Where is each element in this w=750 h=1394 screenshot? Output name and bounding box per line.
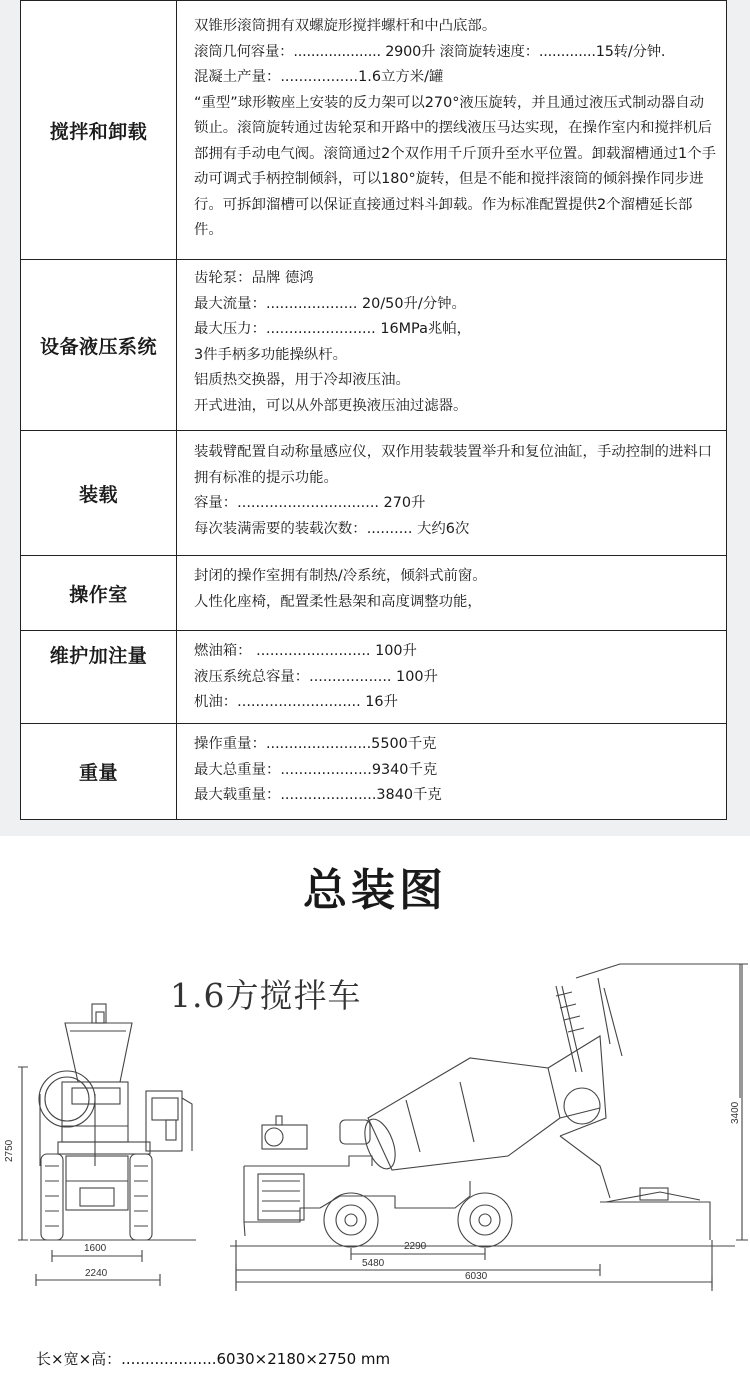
truck-line-drawing: [0, 836, 750, 1394]
content-line: 封闭的操作室拥有制热/冷系统，倾斜式前窗。: [194, 568, 487, 584]
dim-wheelbase: 2290: [404, 1241, 427, 1252]
spec-row-hydraulic: [21, 259, 726, 430]
dim-front-height: 2750: [4, 1139, 15, 1162]
content-line: 3件手柄多功能操纵杆。: [194, 346, 348, 363]
front-view: [18, 1004, 196, 1286]
dim-front-width: 2240: [85, 1268, 108, 1279]
content-line: 双锥形滚筒拥有双螺旋形搅拌螺杆和中凸底部。: [194, 18, 497, 34]
overall-dimensions-caption: 长×宽×高：....................6030×2180×2750 mm: [36, 1350, 391, 1368]
content-line: 机油：........................... 16升: [194, 694, 398, 710]
spec-row-loading: [21, 430, 726, 555]
spec-table: [20, 0, 727, 820]
row-content: [177, 1, 726, 259]
spec-row-weight: [21, 723, 726, 819]
content-line: 容量：............................... 270升: [194, 495, 426, 511]
spec-row-fill: [21, 630, 726, 723]
dim-front-track: 1600: [84, 1243, 107, 1254]
row-label: 设备液压系统: [21, 260, 177, 430]
row-content: [177, 260, 726, 430]
row-content: [177, 724, 726, 819]
dim-body-length: 5480: [362, 1258, 385, 1269]
row-label: 装载: [21, 431, 177, 555]
row-label: 维护加注量: [21, 631, 177, 723]
content-line: 最大总重量：....................9340千克: [194, 761, 438, 778]
spec-row-mixing: [21, 0, 726, 259]
content-line: 每次装满需要的装载次数：.......... 大约6次: [194, 520, 470, 537]
content-line: “重型”球形鞍座上安装的反力架可以270°液压旋转，并且通过液压式制动器自动锁止。滚筒旋转通过齿轮泵和开路中的摆线液压马达实现，在操作室内和搅拌机后部拥有手动电气阀。滚筒通过2个双作用千斤顶升至水平位置。卸载溜槽通过1个手动可调式手柄控制倾斜，可以180°旋转，但是不能和搅拌滚筒的倾斜操作同步进行。可拆卸溜槽可以保证直接通过料斗卸载。作为标准配置提供2个溜槽延长部件。: [194, 94, 716, 238]
content-line: 开式进油，可以从外部更换液压油过滤器。: [194, 397, 468, 414]
dim-side-height: 3400: [730, 1101, 741, 1124]
dim-total-length: 6030: [465, 1271, 488, 1282]
assembly-drawing-section: [0, 836, 750, 1394]
row-label: 操作室: [21, 556, 177, 630]
content-line: 最大载重量：.....................3840千克: [194, 787, 442, 803]
row-content: [177, 431, 726, 555]
content-line: 操作重量：.......................5500千克: [194, 736, 437, 752]
content-line: 最大压力：........................ 16MPa兆帕，: [194, 321, 472, 337]
content-line: 液压系统总容量：.................. 100升: [194, 668, 438, 685]
content-line: 混凝土产量：.................1.6立方米/罐: [194, 69, 444, 85]
content-line: 最大流量：.................... 20/50升/分钟。: [194, 295, 466, 312]
drawing-title: 总装图: [303, 865, 447, 916]
content-line: 装载臂配置自动称量感应仪，双作用装载装置举升和复位油缸，手动控制的进料口拥有标准的提示功能。: [194, 444, 713, 486]
drawing-subtitle: 1.6方搅拌车: [170, 976, 362, 1015]
side-view: [230, 964, 748, 1291]
row-content: [177, 631, 726, 723]
row-label: 搅拌和卸载: [21, 1, 177, 259]
content-line: 齿轮泵：品牌 德鸿: [194, 270, 314, 286]
content-line: 燃油箱： ......................... 100升: [194, 643, 417, 659]
content-line: 滚筒几何容量：.................... 2900升 滚筒旋转速度：.............15转/分钟.: [194, 43, 666, 60]
content-line: 人性化座椅，配置柔性悬架和高度调整功能，: [194, 593, 482, 610]
row-label: 重量: [21, 724, 177, 819]
spec-row-cab: [21, 555, 726, 630]
content-line: 铝质热交换器，用于冷却液压油。: [194, 372, 410, 388]
row-content: [177, 556, 726, 630]
